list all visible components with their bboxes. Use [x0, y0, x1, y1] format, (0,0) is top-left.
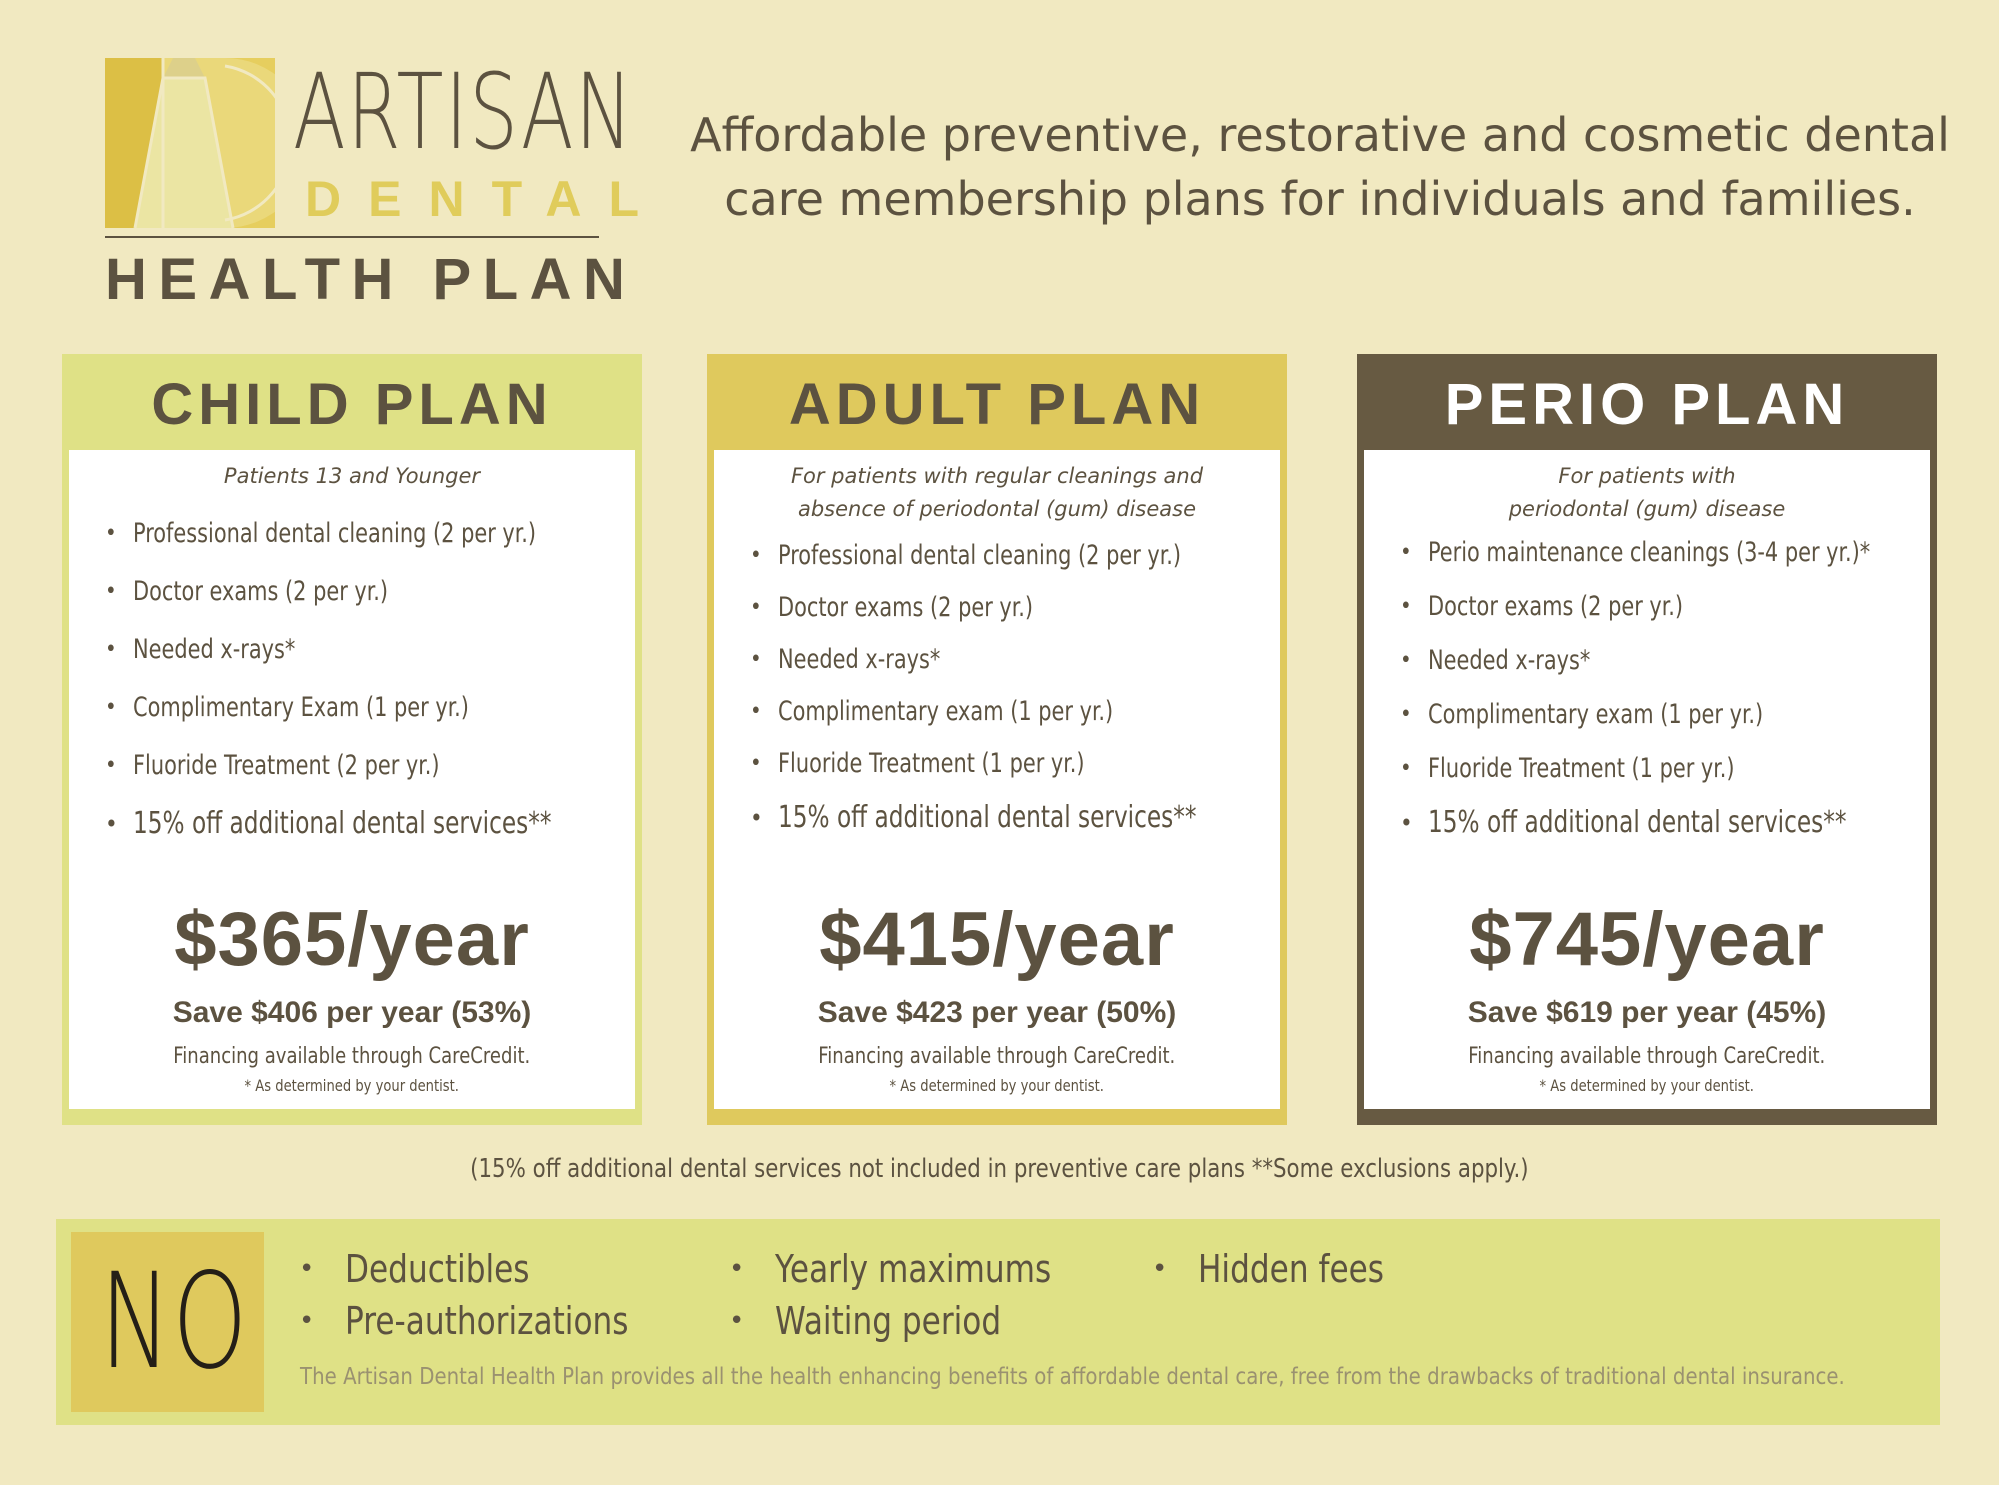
determined-note: * As determined by your dentist. — [1539, 1076, 1755, 1095]
plan-subtitle-line: periodontal (gum) disease — [1508, 497, 1786, 521]
feature-item: • Complimentary exam (1 per yr.) — [1400, 688, 1930, 742]
no-banner — [56, 1219, 1940, 1425]
feature-item: • Fluoride Treatment (2 per yr.) — [105, 737, 635, 795]
plan-title: PERIO PLAN — [1444, 372, 1850, 437]
child-plan-card — [62, 354, 642, 1125]
plan-body — [1364, 450, 1930, 1109]
no-list-item: • Waiting period — [729, 1295, 1112, 1347]
plan-subtitle-line: absence of periodontal (gum) disease — [797, 497, 1196, 521]
plan-subtitle — [69, 460, 635, 493]
plan-savings: Save $423 per year (50%) — [817, 996, 1177, 1029]
feature-item: • Needed x-rays* — [750, 634, 1280, 686]
feature-list — [1364, 526, 1930, 850]
logo-divider — [105, 236, 599, 238]
feature-item: • Doctor exams (2 per yr.) — [105, 563, 635, 621]
logo-health-plan-text: HEALTH PLAN — [105, 247, 637, 312]
plan-subtitle-line: For patients with — [1558, 464, 1736, 488]
no-list-column-1 — [299, 1243, 691, 1347]
determined-note: * As determined by your dentist. — [244, 1076, 460, 1095]
feature-item: • Professional dental cleaning (2 per yr.) — [105, 505, 635, 563]
plan-subtitle — [714, 460, 1280, 526]
tagline-line1: Affordable preventive, restorative and cosmetic dental — [690, 108, 1950, 162]
adult-plan-card — [707, 354, 1287, 1125]
no-label-box — [71, 1232, 264, 1412]
footnote: (15% off additional dental services not included in preventive care plans **Some exclusions apply.) — [470, 1154, 1529, 1184]
no-list-item: • Pre-authorizations — [299, 1295, 691, 1347]
feature-item: • 15% off additional dental services** — [1400, 796, 1930, 850]
feature-item: • 15% off additional dental services** — [750, 790, 1280, 846]
feature-item: • Professional dental cleaning (2 per yr.) — [750, 530, 1280, 582]
logo — [105, 51, 667, 312]
logo-dental-text: DENTAL — [305, 171, 667, 227]
determined-note: * As determined by your dentist. — [889, 1076, 1105, 1095]
tagline — [690, 103, 1950, 231]
feature-item: • Doctor exams (2 per yr.) — [750, 582, 1280, 634]
plan-savings: Save $406 per year (53%) — [172, 996, 532, 1029]
feature-item: • Doctor exams (2 per yr.) — [1400, 580, 1930, 634]
plan-price: $415/year — [819, 897, 1175, 982]
no-label: NO — [99, 1245, 249, 1399]
feature-item: • Fluoride Treatment (1 per yr.) — [1400, 742, 1930, 796]
feature-item: • Complimentary exam (1 per yr.) — [750, 686, 1280, 738]
financing-note: Financing available through CareCredit. — [1468, 1044, 1826, 1069]
feature-item: • Needed x-rays* — [1400, 634, 1930, 688]
plan-title: ADULT PLAN — [788, 372, 1206, 437]
no-list-item: • Deductibles — [299, 1243, 691, 1295]
plan-body — [69, 450, 635, 1109]
logo-artisan-text: ARTISAN — [293, 51, 635, 173]
feature-item: • Needed x-rays* — [105, 621, 635, 679]
plan-subtitle-line: For patients with regular cleanings and — [790, 464, 1204, 488]
financing-note: Financing available through CareCredit. — [818, 1044, 1176, 1069]
plan-body — [714, 450, 1280, 1109]
logo-mark-icon — [105, 58, 275, 228]
plan-price: $745/year — [1469, 897, 1825, 982]
plan-subtitle-line: Patients 13 and Younger — [223, 464, 481, 488]
no-list-column-2 — [729, 1243, 1112, 1347]
no-list-item: • Yearly maximums — [729, 1243, 1112, 1295]
feature-list — [714, 530, 1280, 846]
feature-list — [69, 505, 635, 853]
feature-item: • Fluoride Treatment (1 per yr.) — [750, 738, 1280, 790]
plan-savings: Save $619 per year (45%) — [1467, 996, 1827, 1029]
no-list-item: • Hidden fees — [1152, 1243, 1425, 1295]
financing-note: Financing available through CareCredit. — [173, 1044, 531, 1069]
feature-item: • 15% off additional dental services** — [105, 795, 635, 853]
feature-item: • Complimentary Exam (1 per yr.) — [105, 679, 635, 737]
tagline-line2: care membership plans for individuals and families. — [724, 172, 1916, 226]
plan-subtitle — [1364, 460, 1930, 526]
perio-plan-card — [1357, 354, 1937, 1125]
no-banner-description: The Artisan Dental Health Plan provides all the health enhancing benefits of affordable dental care, free from the drawbacks of traditional dental insurance. — [300, 1364, 1845, 1390]
feature-item: • Perio maintenance cleanings (3-4 per yr.)* — [1400, 526, 1930, 580]
plan-price: $365/year — [174, 897, 530, 982]
plan-title: CHILD PLAN — [151, 372, 553, 437]
no-list-column-3 — [1152, 1243, 1425, 1295]
